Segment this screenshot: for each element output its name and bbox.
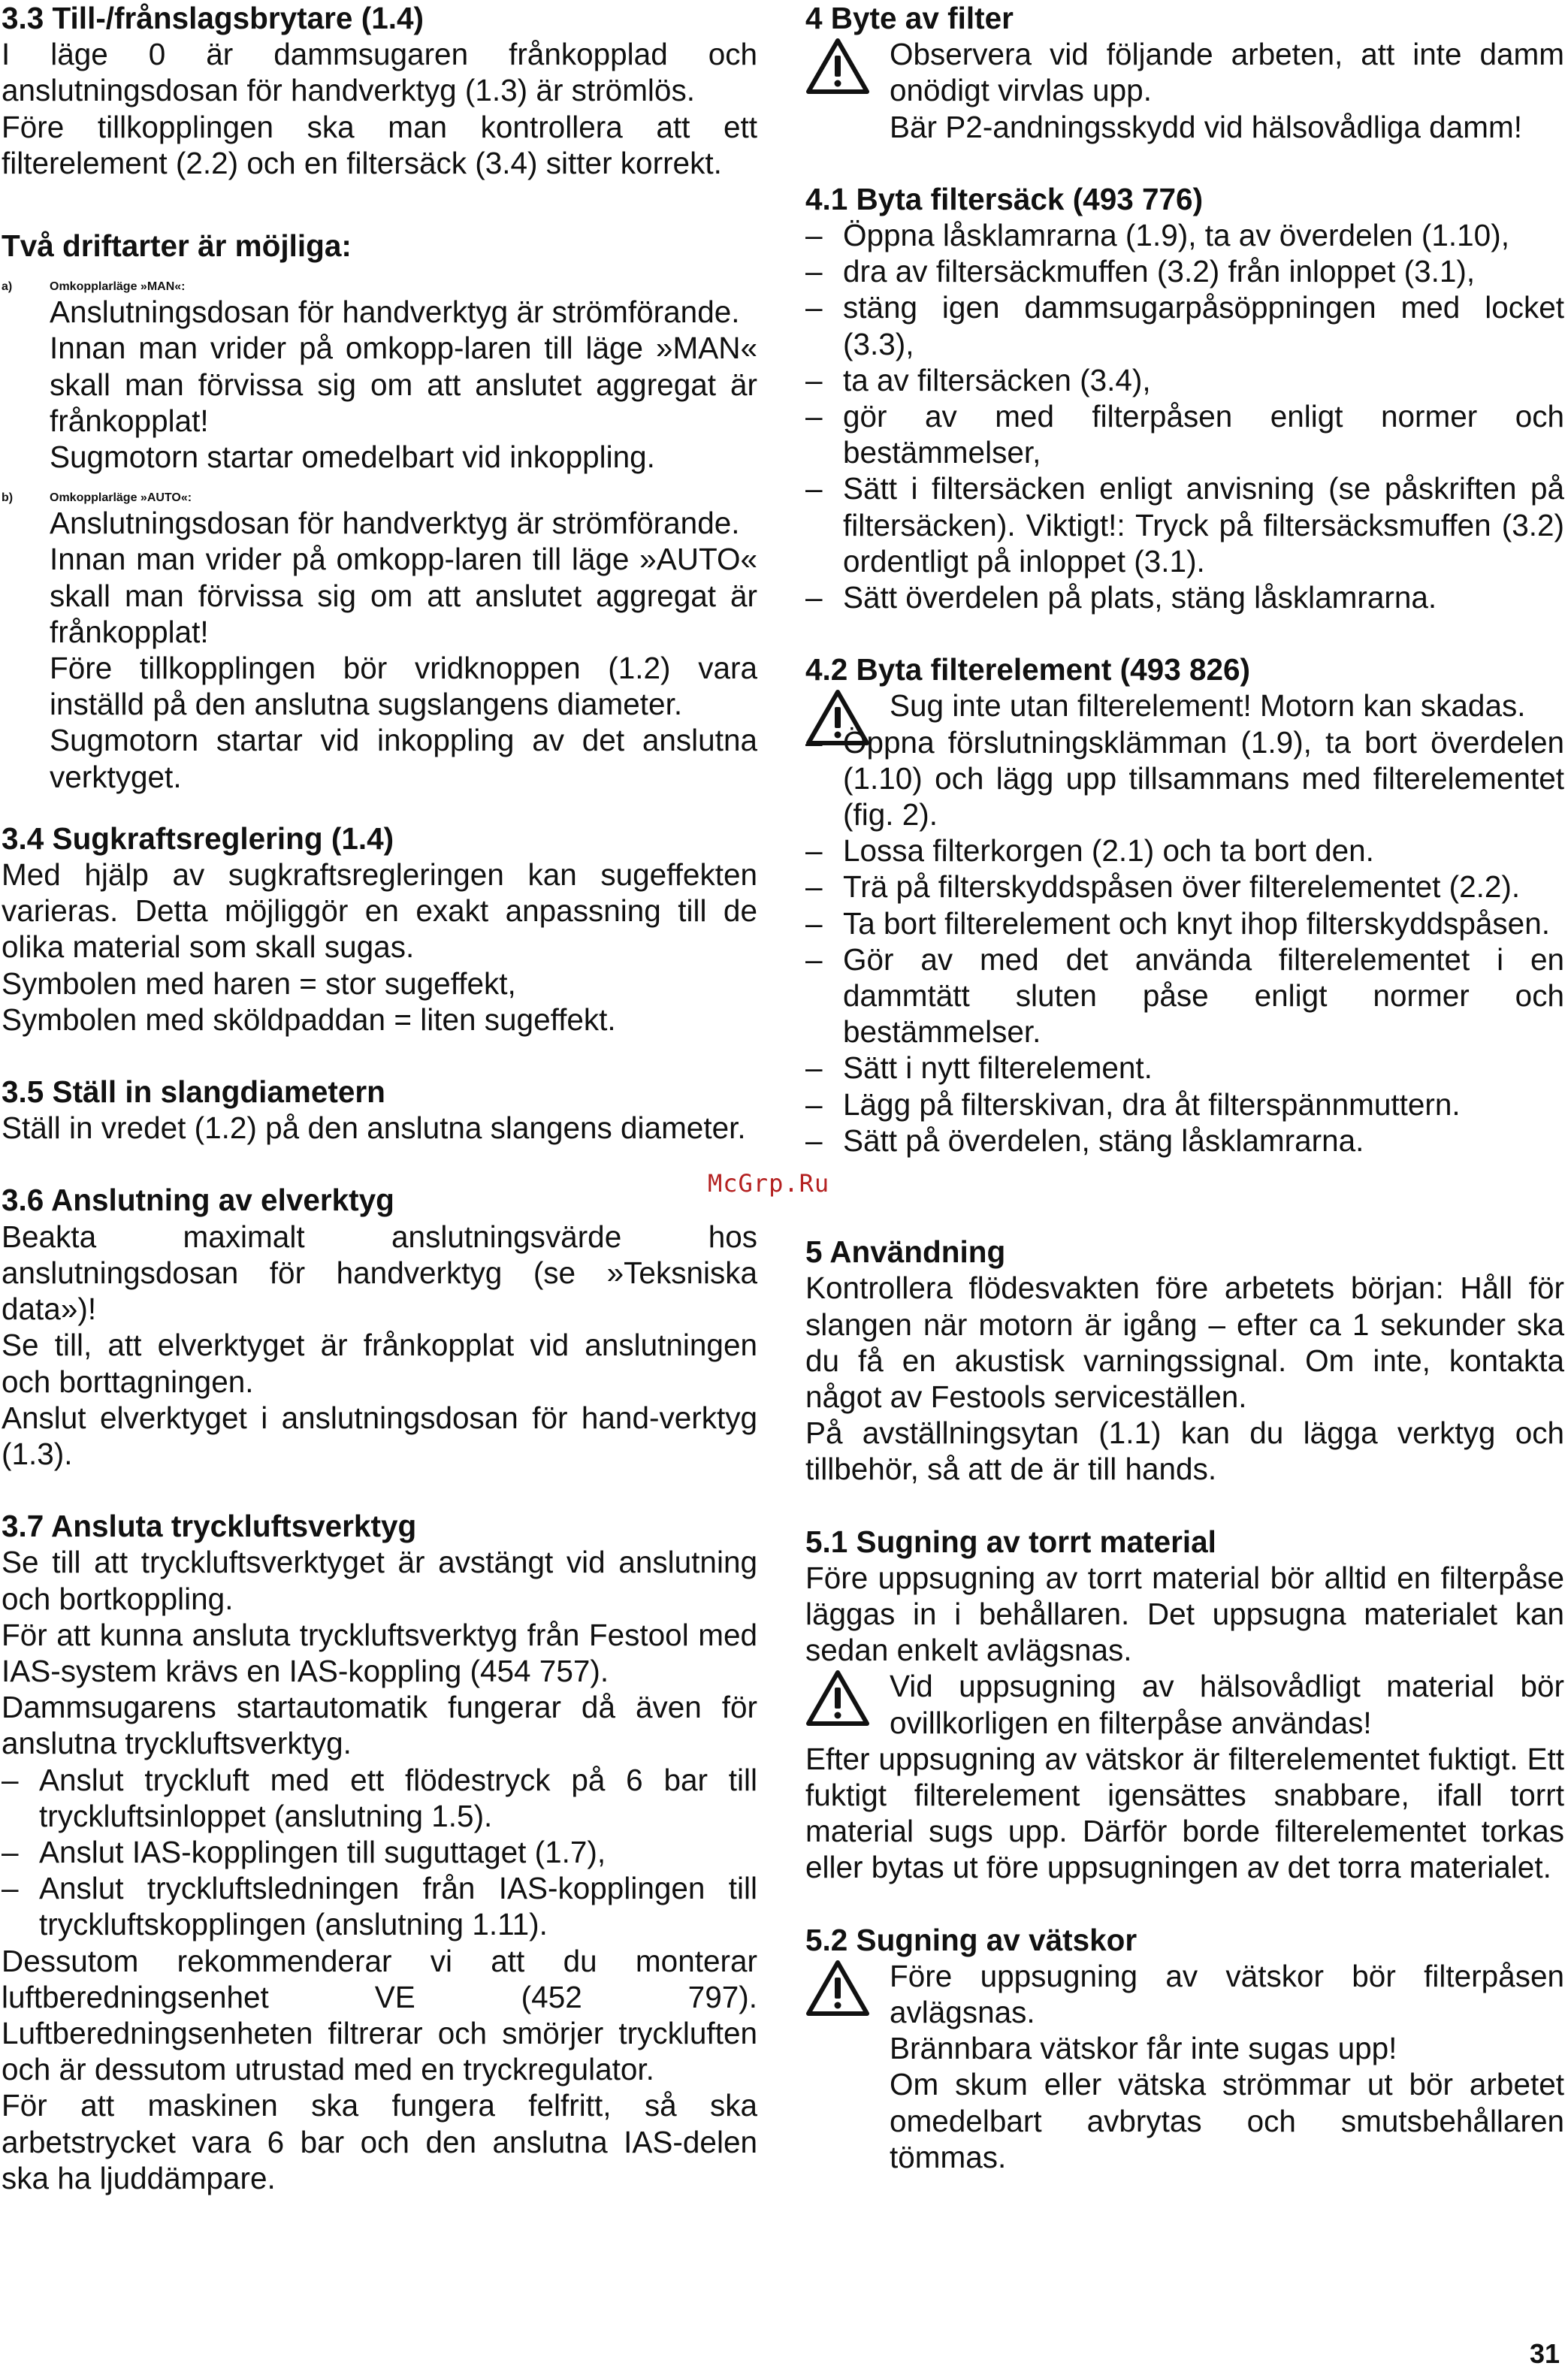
section-3-3 — [2, 0, 757, 181]
watermark: McGrp.Ru — [708, 1169, 830, 1198]
mode-b-label: b) — [2, 491, 14, 505]
section-4-warning-line-2: Bär P2-andningsskydd vid hälsovådliga damm! — [890, 109, 1522, 144]
section-3-6-paragraph-1: Beakta maximalt anslutningsvärde hos anslutningsdosan för handverktyg (se »Teksniska data»)! — [2, 1219, 757, 1327]
section-3-7-paragraph-2: För att kunna ansluta tryckluftsverktyg från Festool med IAS-system krävs en IAS-koppling (454 757). — [2, 1617, 757, 1688]
list-item: – Lägg på filterskivan, dra åt filterspännmuttern. — [805, 1086, 1564, 1123]
section-3-3-paragraph-1: I läge 0 är dammsugaren frånkopplad och anslutningsdosan för handverktyg (1.3) är strömlös. — [2, 37, 757, 108]
mode-b-body — [2, 505, 757, 795]
list-item: – Öppna låsklamrarna (1.9), ta av överdelen (1.10), — [805, 217, 1564, 253]
list-item: – Anslut IAS-kopplingen till suguttaget (1.7), — [2, 1834, 757, 1870]
list-item: – Anslut tryckluft med ett flödestryck på 6 bar till tryckluftsinloppet (anslutning 1.5). — [2, 1762, 757, 1834]
section-3-3-title: 3.3 Till-/frånslagsbrytare (1.4) — [2, 1, 424, 35]
list-item: – Öppna förslutningsklämman (1.9), ta bort överdelen (1.10) och lägg upp tillsammans med filterelementet (fig. 2). — [805, 724, 1564, 833]
list-item: – Sätt i nytt filterelement. — [805, 1050, 1564, 1086]
section-3-3-paragraph-2: Före tillkopplingen ska man kontrollera att ett filterelement (2.2) och en filtersäck (3.4) sitter korrekt. — [2, 109, 757, 180]
section-5 — [805, 1234, 1564, 1487]
section-3-6-paragraph-2: Se till, att elverktyget är frånkopplat vid anslutningen och borttagningen. — [2, 1328, 757, 1399]
section-3-7-title: 3.7 Ansluta tryckluftsverktyg — [2, 1509, 417, 1544]
section-5-1-warning — [805, 1668, 1564, 1740]
page-number: 31 — [1530, 2338, 1560, 2369]
section-3-4-paragraph-2: Symbolen med haren = stor sugeffekt, — [2, 965, 516, 1001]
list-item: – Gör av med det använda filterelementet i en dammtätt sluten påse enligt normer och bestämmelser. — [805, 941, 1564, 1050]
mode-a-body — [2, 294, 757, 475]
mode-b-line-1: Anslutningsdosan för handverktyg är strömförande. — [50, 506, 740, 541]
list-item: – Sätt i filtersäcken enligt anvisning (se påskriften på filtersäcken). Viktigt!: Tryck på filtersäcksmuffen (3.2) ordentligt på inloppet (3.1). — [805, 470, 1564, 579]
operating-modes-title: Två driftarter är möjliga: — [2, 228, 352, 264]
section-3-4 — [2, 820, 757, 1038]
section-5-1-paragraph-1: Före uppsugning av torrt material bör alltid en filterpåse läggas in i behållaren. Det uppsugna materialet kan sedan enkelt avlägsnas. — [805, 1560, 1564, 1668]
list-item: – Ta bort filterelement och knyt ihop filterskyddspåsen. — [805, 905, 1564, 941]
section-5-2-warning-line-3: Om skum eller vätska strömmar ut bör arbetet omedelbart avbrytas och smutsbehållaren tömmas. — [890, 2067, 1564, 2174]
section-4-2-title: 4.2 Byta filterelement (493 826) — [805, 652, 1251, 687]
mode-b-line-3: Före tillkopplingen bör vridknoppen (1.2) vara inställd på den anslutna sugslangens diameter. — [50, 651, 757, 722]
mode-a-header — [2, 280, 757, 294]
section-3-7 — [2, 1508, 757, 2196]
section-3-5-title: 3.5 Ställ in slangdiametern — [2, 1074, 385, 1110]
section-5-1-paragraph-2: Efter uppsugning av vätskor är filterelementet fuktigt. Ett fuktigt filterelement igensättes snabbare, ifall torrt material sugs upp. Därför borde filterelementet torkas eller bytas ut före uppsugningen av det torra materialet. — [805, 1741, 1564, 1885]
section-5-2-warning-line-2: Brännbara vätskor får inte sugas upp! — [890, 2031, 1397, 2066]
operating-modes — [2, 228, 757, 795]
mode-b-line-2: Innan man vrider på omkopp-laren till läge »AUTO« skall man förvissa sig om att anslutet aggregat är frånkopplat! — [50, 542, 757, 649]
section-4 — [805, 0, 1564, 145]
section-3-4-title: 3.4 Sugkraftsreglering (1.4) — [2, 820, 394, 856]
warning-triangle-icon — [805, 1960, 870, 2017]
section-3-7-paragraph-1: Se till att tryckluftsverktyget är avstängt vid anslutning och bortkoppling. — [2, 1545, 757, 1616]
section-3-7-paragraph-5: För att maskinen ska fungera felfritt, så ska arbetstrycket vara 6 bar och den anslutna IAS-delen ska ha ljuddämpare. — [2, 2088, 757, 2195]
section-3-6 — [2, 1182, 757, 1472]
section-3-5 — [2, 1074, 757, 1146]
section-3-4-paragraph-1: Med hjälp av sugkraftsregleringen kan sugeffekten varieras. Detta möjliggör en exakt anpassning till de olika material som skall sugas. — [2, 857, 757, 965]
section-5-1-title: 5.1 Sugning av torrt material — [805, 1524, 1216, 1559]
section-3-4-paragraph-3: Symbolen med sköldpaddan = liten sugeffekt. — [2, 1002, 616, 1037]
list-item: – gör av med filterpåsen enligt normer och bestämmelser, — [805, 398, 1564, 470]
section-4-2 — [805, 651, 1564, 1159]
section-4-2-warning-text: Sug inte utan filterelement! Motorn kan skadas. — [890, 688, 1526, 724]
section-5-paragraph-1: Kontrollera flödesvakten före arbetets början: Håll för slangen när motorn är igång – efter ca 1 sekunder ska du få en akustisk varningssignal. Om inte, kontakta något av Festools serviceställen. — [805, 1271, 1564, 1414]
mode-a-label: a) — [2, 280, 13, 294]
mode-a-title: Omkopplarläge »MAN«: — [50, 280, 186, 294]
mode-b-title: Omkopplarläge »AUTO«: — [50, 491, 192, 505]
mode-b-header — [2, 491, 757, 505]
section-4-warning — [805, 36, 1564, 145]
mode-a-line-2: Innan man vrider på omkopp-laren till läge »MAN« skall man förvissa sig om att anslutet aggregat är frånkopplat! — [50, 331, 757, 438]
section-3-7-steps — [2, 1762, 757, 1943]
list-item: – stäng igen dammsugarpåsöppningen med locket (3.3), — [805, 289, 1564, 361]
section-4-2-steps — [805, 724, 1564, 1159]
section-5-2-title: 5.2 Sugning av vätskor — [805, 1922, 1137, 1957]
mode-a-line-3: Sugmotorn startar omedelbart vid inkoppling. — [50, 440, 655, 475]
mode-b-line-4: Sugmotorn startar vid inkoppling av det anslutna verktyget. — [50, 723, 757, 794]
list-item: – dra av filtersäckmuffen (3.2) från inloppet (3.1), — [805, 253, 1564, 289]
section-5-1-warning-text: Vid uppsugning av hälsovådligt material bör ovillkorligen en filterpåse användas! — [890, 1669, 1564, 1740]
list-item: – ta av filtersäcken (3.4), — [805, 362, 1564, 398]
section-3-6-title: 3.6 Anslutning av elverktyg — [2, 1183, 394, 1218]
list-item: – Anslut tryckluftsledningen från IAS-kopplingen till tryckluftskopplingen (anslutning 1.11). — [2, 1870, 757, 1942]
section-3-7-paragraph-4: Dessutom rekommenderar vi att du monterar luftberedningsenhet VE (452 797). Luftberedningsenheten filtrerar och smörjer tryckluften och är dessutom utrustad med en tryckregulator. — [2, 1943, 757, 2087]
section-4-1 — [805, 181, 1564, 615]
warning-triangle-icon — [805, 1669, 870, 1727]
left-column — [2, 0, 757, 2196]
section-5-2-warning-line-1: Före uppsugning av vätskor bör filterpåsen avlägsnas. — [890, 1958, 1564, 2029]
section-4-warning-line-1: Observera vid följande arbeten, att inte damm onödigt virvlas upp. — [890, 37, 1564, 108]
list-item: – Sätt överdelen på plats, stäng låsklamrarna. — [805, 579, 1564, 615]
list-item: – Trä på filterskyddspåsen över filterelementet (2.2). — [805, 869, 1564, 905]
section-4-2-warning — [805, 687, 1564, 724]
warning-triangle-icon — [805, 38, 870, 95]
section-5-title: 5 Användning — [805, 1234, 1006, 1270]
section-5-2-warning — [805, 1958, 1564, 2175]
section-4-1-title: 4.1 Byta filtersäck (493 776) — [805, 181, 1204, 216]
section-5-paragraph-2: På avställningsytan (1.1) kan du lägga verktyg och tillbehör, så att de är till hands. — [805, 1416, 1564, 1487]
list-item: – Sätt på överdelen, stäng låsklamrarna. — [805, 1123, 1564, 1159]
list-item: – Lossa filterkorgen (2.1) och ta bort den. — [805, 832, 1564, 869]
section-5-1 — [805, 1524, 1564, 1886]
right-column — [805, 0, 1564, 2175]
section-3-7-paragraph-3: Dammsugarens startautomatik fungerar då även för anslutna tryckluftsverktyg. — [2, 1690, 757, 1761]
section-4-1-steps — [805, 217, 1564, 615]
section-4-title: 4 Byte av filter — [805, 1, 1014, 35]
section-5-2 — [805, 1922, 1564, 2175]
section-3-5-paragraph-1: Ställ in vredet (1.2) på den anslutna slangens diameter. — [2, 1110, 746, 1146]
mode-a-line-1: Anslutningsdosan för handverktyg är strömförande. — [50, 295, 740, 330]
section-3-6-paragraph-3: Anslut elverktyget i anslutningsdosan för hand-verktyg (1.3). — [2, 1400, 757, 1471]
